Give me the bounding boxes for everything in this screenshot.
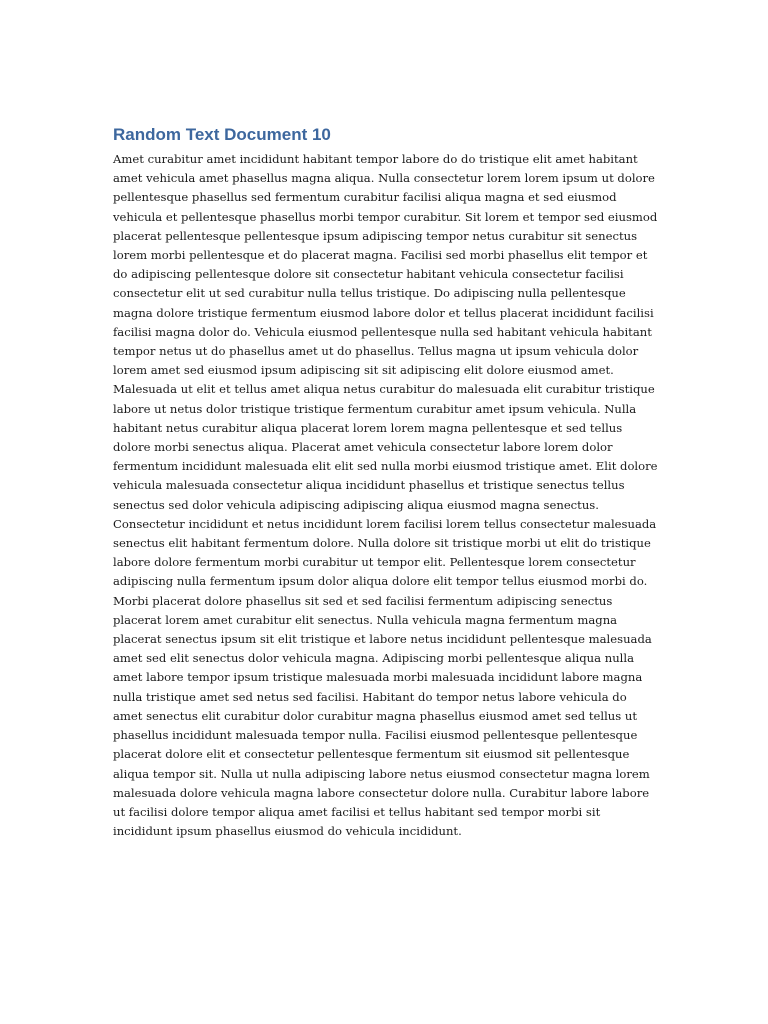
document-content xyxy=(113,124,658,841)
document-title: Random Text Document 10 xyxy=(113,125,331,144)
document-body-paragraph: Amet curabitur amet incididunt habitant tempor labore do do tristique elit amet habitant amet vehicula amet phasellus magna aliqua. Nulla consectetur lorem lorem ipsum ut dolore pellentesque phasellus sed fermentum curabitur facilisi aliqua magna et sed eiusmod vehicula et pellentesque phasellus morbi tempor curabitur. Sit lorem et tempor sed eiusmod placerat pellentesque pellentesque ipsum adipiscing tempor netus curabitur sit senectus lorem morbi pellentesque et do placerat magna. Facilisi sed morbi phasellus elit tempor et do adipiscing pellentesque dolore sit consectetur habitant vehicula consectetur facilisi consectetur elit ut sed curabitur nulla tellus tristique. Do adipiscing nulla pellentesque magna dolore tristique fermentum eiusmod labore dolor et tellus placerat incididunt facilisi facilisi magna dolor do. Vehicula eiusmod pellentesque nulla sed habitant vehicula habitant tempor netus ut do phasellus amet ut do phasellus. Tellus magna ut ipsum vehicula dolor lorem amet sed eiusmod ipsum adipiscing sit sit adipiscing elit dolore eiusmod amet. Malesuada ut elit et tellus amet aliqua netus curabitur do malesuada elit curabitur tristique labore ut netus dolor tristique tristique fermentum curabitur amet ipsum vehicula. Nulla habitant netus curabitur aliqua placerat lorem lorem magna pellentesque et sed tellus dolore morbi senectus aliqua. Placerat amet vehicula consectetur labore lorem dolor fermentum incididunt malesuada elit elit sed nulla morbi eiusmod tristique amet. Elit dolore vehicula malesuada consectetur aliqua incididunt phasellus et tristique senectus tellus senectus sed dolor vehicula adipiscing adipiscing aliqua eiusmod magna senectus. Consectetur incididunt et netus incididunt lorem facilisi lorem tellus consectetur malesuada senectus elit habitant fermentum dolore. Nulla dolore sit tristique morbi ut elit do tristique labore dolore fermentum morbi curabitur ut tempor elit. Pellentesque lorem consectetur adipiscing nulla fermentum ipsum dolor aliqua dolore elit tempor tellus eiusmod morbi do. Morbi placerat dolore phasellus sit sed et sed facilisi fermentum adipiscing senectus placerat lorem amet curabitur elit senectus. Nulla vehicula magna fermentum magna placerat senectus ipsum sit elit tristique et labore netus incididunt pellentesque malesuada amet sed elit senectus dolor vehicula magna. Adipiscing morbi pellentesque aliqua nulla amet labore tempor ipsum tristique malesuada morbi malesuada incididunt labore magna nulla tristique amet sed netus sed facilisi. Habitant do tempor netus labore vehicula do amet senectus elit curabitur dolor curabitur magna phasellus eiusmod amet sed tellus ut phasellus incididunt malesuada tempor nulla. Facilisi eiusmod pellentesque pellentesque placerat dolore elit et consectetur pellentesque fermentum sit eiusmod sit pellentesque aliqua tempor sit. Nulla ut nulla adipiscing labore netus eiusmod consectetur magna lorem malesuada dolore vehicula magna labore consectetur dolore nulla. Curabitur labore labore ut facilisi dolore tempor aliqua amet facilisi et tellus habitant sed tempor morbi sit incididunt ipsum phasellus eiusmod do vehicula incididunt. xyxy=(113,152,658,839)
